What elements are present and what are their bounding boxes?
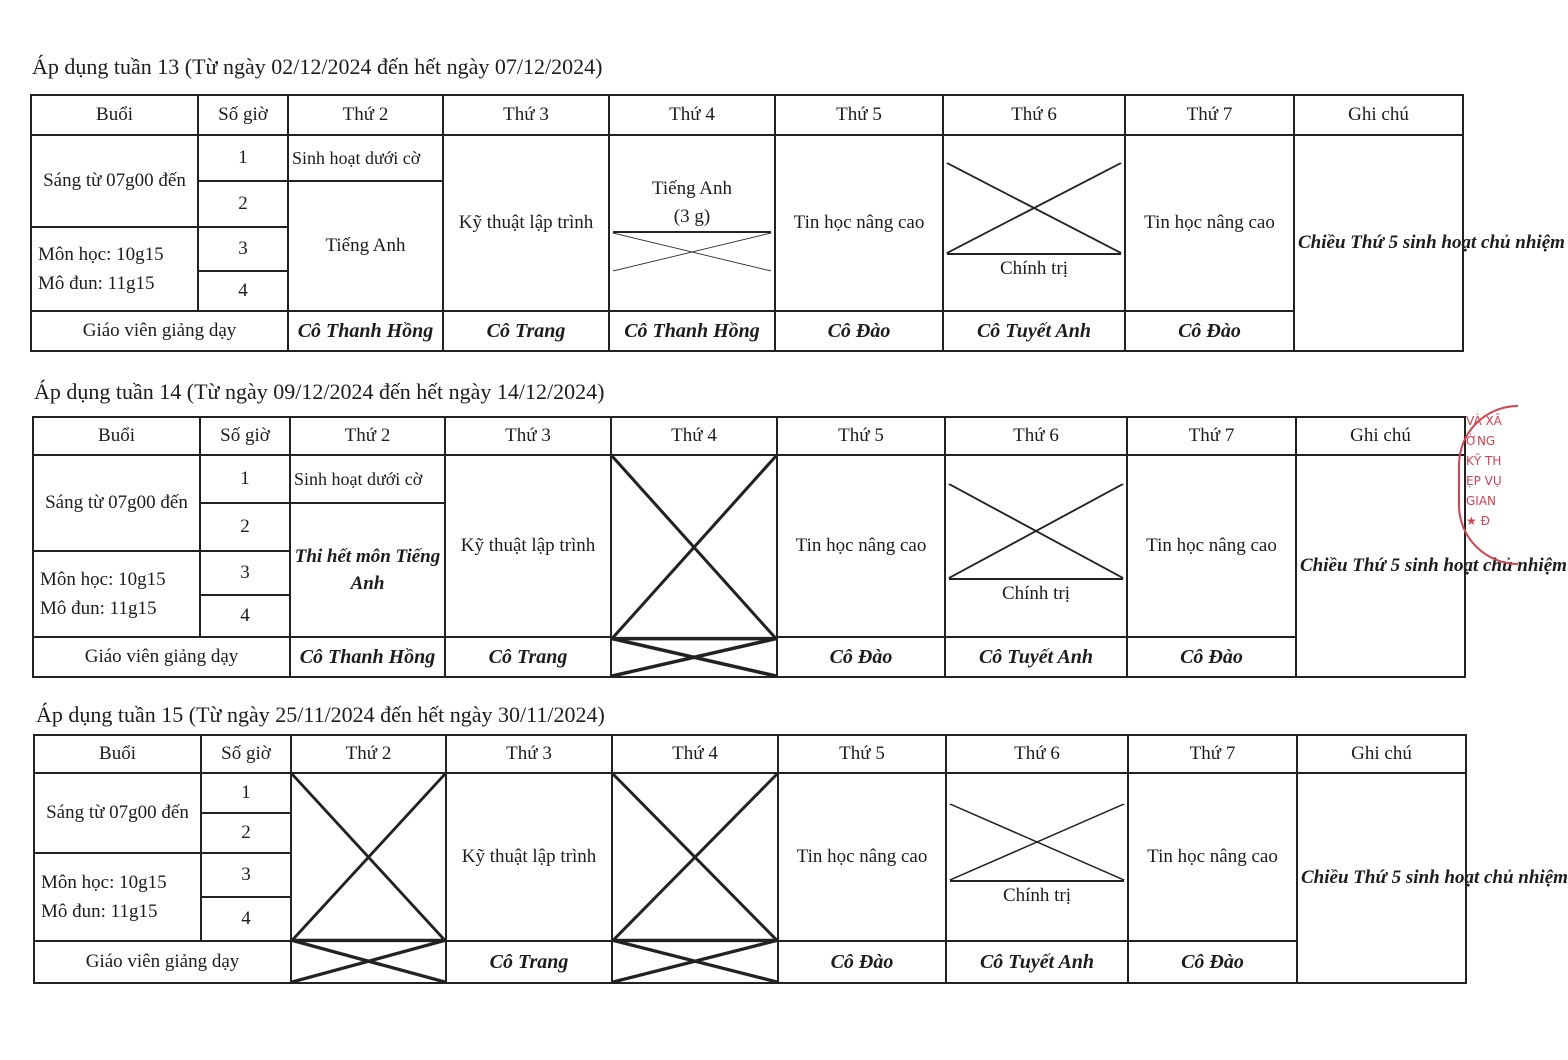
mon-empty-cross [291, 773, 446, 983]
header-thu-2: Thứ 2 [290, 417, 445, 455]
teacher-fri: Cô Tuyết Anh [943, 311, 1125, 351]
mo-dun-time: Mô đun: 11g15 [41, 901, 158, 922]
header-thu-6: Thứ 6 [946, 735, 1128, 773]
header-thu-2: Thứ 2 [288, 95, 443, 135]
mon-subject: Thi hết môn Tiếng Anh [290, 503, 445, 637]
teacher-row [31, 311, 1463, 351]
teacher-fri: Cô Tuyết Anh [946, 941, 1128, 983]
header-thu-2: Thứ 2 [291, 735, 446, 773]
header-thu-3: Thứ 3 [446, 735, 612, 773]
teacher-sat: Cô Đào [1125, 311, 1294, 351]
wed-period-4-empty-cross [613, 231, 771, 271]
period-number: 1 [198, 135, 288, 181]
stamp-line: ỜNG [1466, 434, 1496, 448]
session-cell: Sáng từ 07g00 đến [33, 455, 200, 551]
fri-empty-cross [947, 163, 1121, 255]
note-cell: Chiều Thứ 5 sinh hoạt chủ nhiệm [1296, 455, 1465, 677]
period-number: 3 [201, 853, 291, 897]
fri-subject: Chính trị [1001, 583, 1071, 604]
tue-subject: Kỹ thuật lập trình [443, 135, 609, 311]
period-number: 4 [198, 271, 288, 311]
sat-subject: Tin học nâng cao [1127, 455, 1296, 637]
teacher-wed: Cô Thanh Hồng [609, 311, 775, 351]
fri-subject: Chính trị [1002, 885, 1072, 906]
header-buoi: Buổi [31, 95, 198, 135]
header-row [31, 95, 1463, 135]
teacher-tue: Cô Trang [445, 637, 611, 677]
header-thu-4: Thứ 4 [612, 735, 778, 773]
mon-hoc-time: Môn học: 10g15 [38, 244, 164, 265]
session-cell: Sáng từ 07g00 đến [31, 135, 198, 227]
period-number: 4 [200, 595, 290, 637]
header-thu-3: Thứ 3 [445, 417, 611, 455]
period-number: 4 [201, 897, 291, 941]
thu-subject: Tin học nâng cao [775, 135, 943, 311]
tue-subject: Kỹ thuật lập trình [446, 773, 612, 941]
header-thu-4: Thứ 4 [609, 95, 775, 135]
time-cell [33, 551, 200, 637]
header-thu-4: Thứ 4 [611, 417, 777, 455]
header-thu-7: Thứ 7 [1125, 95, 1294, 135]
time-cell [34, 853, 201, 941]
period-row-1 [34, 773, 1466, 813]
fri-empty-cross [950, 804, 1124, 882]
mon-period-1-subject: Sinh hoạt dưới cờ [290, 455, 445, 503]
teacher-fri: Cô Tuyết Anh [945, 637, 1127, 677]
period-number: 3 [200, 551, 290, 595]
mon-subject: Tiếng Anh [288, 181, 443, 311]
teacher-tue: Cô Trang [443, 311, 609, 351]
header-thu-5: Thứ 5 [778, 735, 946, 773]
header-thu-6: Thứ 6 [943, 95, 1125, 135]
teacher-thu: Cô Đào [775, 311, 943, 351]
fri-empty-cross [949, 484, 1123, 580]
week-14-title: Áp dụng tuần 14 (Từ ngày 09/12/2024 đến hết ngày 14/12/2024) [34, 379, 605, 404]
period-number: 2 [200, 503, 290, 551]
header-so-gio: Số giờ [201, 735, 291, 773]
wed-empty-cross [611, 455, 777, 677]
mon-hoc-time: Môn học: 10g15 [41, 872, 167, 893]
wed-subject: Tiếng Anh [651, 178, 733, 199]
sat-subject: Tin học nâng cao [1125, 135, 1294, 311]
stamp-line: ẸP VỤ [1466, 474, 1502, 488]
wed-empty-cross [612, 773, 778, 983]
header-buoi: Buổi [33, 417, 200, 455]
mo-dun-time: Mô đun: 11g15 [40, 598, 157, 619]
period-number: 1 [201, 773, 291, 813]
time-cell [31, 227, 198, 311]
tue-subject: Kỹ thuật lập trình [445, 455, 611, 637]
period-number: 2 [198, 181, 288, 227]
mon-hoc-time: Môn học: 10g15 [40, 569, 166, 590]
teacher-label: Giáo viên giảng dạy [33, 637, 290, 677]
period-number: 3 [198, 227, 288, 271]
period-row-1 [31, 135, 1463, 181]
thu-subject: Tin học nâng cao [777, 455, 945, 637]
header-row [33, 417, 1465, 455]
fri-cell [943, 135, 1125, 311]
teacher-sat: Cô Đào [1127, 637, 1296, 677]
header-thu-7: Thứ 7 [1127, 417, 1296, 455]
teacher-mon: Cô Thanh Hồng [290, 637, 445, 677]
stamp-line: ★ Đ [1466, 514, 1490, 528]
stamp-line: VÀ XÃ [1466, 414, 1502, 428]
header-thu-7: Thứ 7 [1128, 735, 1297, 773]
header-thu-5: Thứ 5 [777, 417, 945, 455]
mon-period-1-subject: Sinh hoạt dưới cờ [288, 135, 443, 181]
header-buoi: Buổi [34, 735, 201, 773]
week-15-title: Áp dụng tuần 15 (Từ ngày 25/11/2024 đến hết ngày 30/11/2024) [36, 702, 605, 727]
note-cell: Chiều Thứ 5 sinh hoạt chủ nhiệm [1297, 773, 1466, 983]
header-thu-6: Thứ 6 [945, 417, 1127, 455]
timetable-week-15 [33, 734, 1568, 984]
header-thu-3: Thứ 3 [443, 95, 609, 135]
wed-cell [609, 135, 775, 311]
week-13-title: Áp dụng tuần 13 (Từ ngày 02/12/2024 đến hết ngày 07/12/2024) [32, 54, 603, 79]
stamp-line: KỸ TH [1466, 454, 1502, 468]
red-seal-stamp [1458, 405, 1518, 565]
note-cell: Chiều Thứ 5 sinh hoạt chủ nhiệm [1294, 135, 1463, 351]
header-thu-5: Thứ 5 [775, 95, 943, 135]
wed-hours: (3 g) [673, 206, 711, 227]
teacher-mon: Cô Thanh Hồng [288, 311, 443, 351]
header-ghi-chu: Ghi chú [1297, 735, 1466, 773]
period-row-1 [33, 455, 1465, 503]
teacher-label: Giáo viên giảng dạy [34, 941, 291, 983]
header-row [34, 735, 1466, 773]
fri-subject: Chính trị [999, 258, 1069, 279]
timetable-week-13 [30, 94, 1565, 352]
stamp-line: GIAN [1466, 494, 1497, 508]
period-number: 1 [200, 455, 290, 503]
teacher-label: Giáo viên giảng dạy [31, 311, 288, 351]
thu-subject: Tin học nâng cao [778, 773, 946, 941]
header-so-gio: Số giờ [200, 417, 290, 455]
header-ghi-chu: Ghi chú [1296, 417, 1465, 455]
header-ghi-chu: Ghi chú [1294, 95, 1463, 135]
teacher-tue: Cô Trang [446, 941, 612, 983]
header-so-gio: Số giờ [198, 95, 288, 135]
mo-dun-time: Mô đun: 11g15 [38, 273, 155, 294]
teacher-sat: Cô Đào [1128, 941, 1297, 983]
fri-cell [946, 773, 1128, 941]
teacher-thu: Cô Đào [778, 941, 946, 983]
sat-subject: Tin học nâng cao [1128, 773, 1297, 941]
period-number: 2 [201, 813, 291, 853]
fri-cell [945, 455, 1127, 637]
session-cell: Sáng từ 07g00 đến [34, 773, 201, 853]
teacher-thu: Cô Đào [777, 637, 945, 677]
